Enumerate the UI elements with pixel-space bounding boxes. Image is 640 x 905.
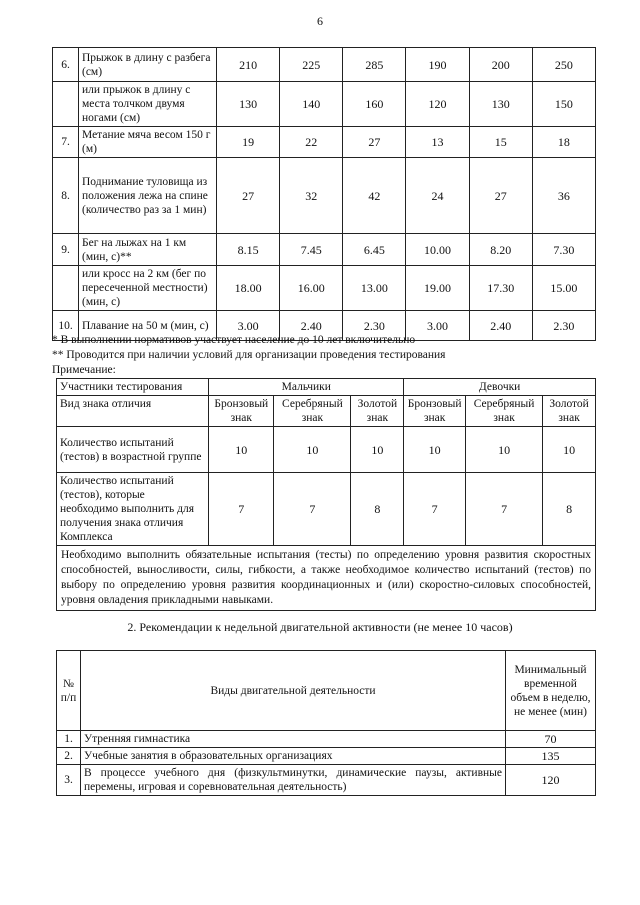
footnote-1: * В выполнении нормативов участвует население до 10 лет включительно	[52, 334, 416, 346]
norm-value: 15.00	[532, 266, 595, 311]
norm-value: 190	[406, 48, 469, 82]
requirement-text: Необходимо выполнить обязательные испытания (тесты) по определению уровня развития скоростных способностей, выносливости, силы, гибкости, а также необходимое количество испытаний (тестов) по выбору по определению уровня развития координационных и (или) скоростно-силовых способностей, уровня овладения прикладными навыками.	[57, 546, 596, 611]
norm-value: 16.00	[280, 266, 343, 311]
badge-name: Серебряный знак	[466, 396, 543, 427]
norm-value: 250	[532, 48, 595, 82]
minutes-value: 70	[506, 731, 596, 748]
exercise-name: или кросс на 2 км (бег по пересеченной местности) (мин, с)	[79, 266, 217, 311]
norm-value: 2.30	[343, 311, 406, 341]
table-row	[53, 158, 596, 234]
norm-value: 3.00	[406, 311, 469, 341]
row-number	[53, 266, 79, 311]
minutes-value: 135	[506, 748, 596, 765]
activity-name: Учебные занятия в образовательных организациях	[81, 748, 506, 765]
exercise-name: Метание мяча весом 150 г (м)	[79, 127, 217, 158]
boys-header: Мальчики	[209, 379, 404, 396]
tests-count-value: 10	[351, 427, 404, 473]
table-row	[57, 765, 596, 796]
section-title: 2. Рекомендации к недельной двигательной активности (не менее 10 часов)	[127, 620, 513, 634]
exercise-name: или прыжок в длину с места толчком двумя ногами (см)	[79, 82, 217, 127]
badge-type-label: Вид знака отличия	[57, 396, 209, 427]
exercise-name: Прыжок в длину с разбега (см)	[79, 48, 217, 82]
table-row	[57, 731, 596, 748]
exercise-name: Поднимание туловища из положения лежа на спине (количество раз за 1 мин)	[79, 158, 217, 234]
norm-value: 225	[280, 48, 343, 82]
badges-table	[56, 378, 596, 611]
norm-value: 19	[217, 127, 280, 158]
norm-value: 10.00	[406, 234, 469, 266]
norm-value: 27	[343, 127, 406, 158]
norm-value: 3.00	[217, 311, 280, 341]
row-number	[53, 82, 79, 127]
tests-required-value: 8	[351, 473, 404, 546]
minutes-value: 120	[506, 765, 596, 796]
norm-value: 19.00	[406, 266, 469, 311]
tests-required-value: 8	[543, 473, 596, 546]
norm-value: 13	[406, 127, 469, 158]
norm-value: 2.40	[280, 311, 343, 341]
norm-value: 42	[343, 158, 406, 234]
exercise-name: Плавание на 50 м (мин, с)	[79, 311, 217, 341]
tests-count-label: Количество испытаний (тестов) в возрастной группе	[57, 427, 209, 473]
norm-value: 2.30	[532, 311, 595, 341]
table-row	[53, 48, 596, 82]
row-number: 2.	[57, 748, 81, 765]
badge-name: Золотой знак	[351, 396, 404, 427]
note-label: Примечание:	[52, 364, 116, 376]
tests-count-value: 10	[274, 427, 351, 473]
norm-value: 17.30	[469, 266, 532, 311]
tests-count-value: 10	[543, 427, 596, 473]
norm-value: 6.45	[343, 234, 406, 266]
badge-name: Золотой знак	[543, 396, 596, 427]
norm-value: 150	[532, 82, 595, 127]
row-number: 9.	[53, 234, 79, 266]
norm-value: 160	[343, 82, 406, 127]
norm-value: 22	[280, 127, 343, 158]
table-row	[53, 82, 596, 127]
footnote-2: ** Проводится при наличии условий для организации проведения тестирования	[52, 349, 446, 361]
norm-value: 24	[406, 158, 469, 234]
norm-value: 210	[217, 48, 280, 82]
badge-name: Бронзовый знак	[404, 396, 466, 427]
norm-value: 27	[469, 158, 532, 234]
norm-value: 27	[217, 158, 280, 234]
page-number: 6	[317, 14, 323, 28]
row-number: 8.	[53, 158, 79, 234]
row-number: 1.	[57, 731, 81, 748]
norm-value: 2.40	[469, 311, 532, 341]
norm-value: 18	[532, 127, 595, 158]
row-number: 7.	[53, 127, 79, 158]
min-header: Минимальный временной объем в неделю, не менее (мин)	[506, 651, 596, 731]
tests-count-value: 10	[209, 427, 274, 473]
tests-count-value: 10	[466, 427, 543, 473]
table-row	[53, 234, 596, 266]
table-row	[53, 266, 596, 311]
norm-value: 285	[343, 48, 406, 82]
num-header: № п/п	[57, 651, 81, 731]
activity-table	[56, 650, 596, 796]
norm-value: 130	[217, 82, 280, 127]
tests-required-value: 7	[466, 473, 543, 546]
badge-name: Серебряный знак	[274, 396, 351, 427]
norm-value: 140	[280, 82, 343, 127]
row-number: 6.	[53, 48, 79, 82]
exercise-name: Бег на лыжах на 1 км (мин, с)**	[79, 234, 217, 266]
norm-value: 130	[469, 82, 532, 127]
norm-value: 15	[469, 127, 532, 158]
norm-value: 32	[280, 158, 343, 234]
activity-name: Утренняя гимнастика	[81, 731, 506, 748]
table-row	[53, 127, 596, 158]
norm-value: 36	[532, 158, 595, 234]
norm-value: 7.30	[532, 234, 595, 266]
norm-value: 13.00	[343, 266, 406, 311]
norm-value: 18.00	[217, 266, 280, 311]
norm-value: 7.45	[280, 234, 343, 266]
row-number: 10.	[53, 311, 79, 341]
norm-value: 8.15	[217, 234, 280, 266]
tests-count-value: 10	[404, 427, 466, 473]
girls-header: Девочки	[404, 379, 596, 396]
type-header: Виды двигательной деятельности	[81, 651, 506, 731]
norm-value: 120	[406, 82, 469, 127]
norm-value: 8.20	[469, 234, 532, 266]
participants-label: Участники тестирования	[57, 379, 209, 396]
tests-required-value: 7	[404, 473, 466, 546]
badge-name: Бронзовый знак	[209, 396, 274, 427]
row-number: 3.	[57, 765, 81, 796]
tests-required-label: Количество испытаний (тестов), которые необходимо выполнить для получения знака отличия Комплекса	[57, 473, 209, 546]
activity-name: В процессе учебного дня (физкультминутки, динамические паузы, активные перемены, игровая и соревновательная деятельность)	[81, 765, 506, 796]
tests-required-value: 7	[274, 473, 351, 546]
table-row	[57, 748, 596, 765]
tests-required-value: 7	[209, 473, 274, 546]
norm-value: 200	[469, 48, 532, 82]
norms-table	[52, 47, 596, 341]
